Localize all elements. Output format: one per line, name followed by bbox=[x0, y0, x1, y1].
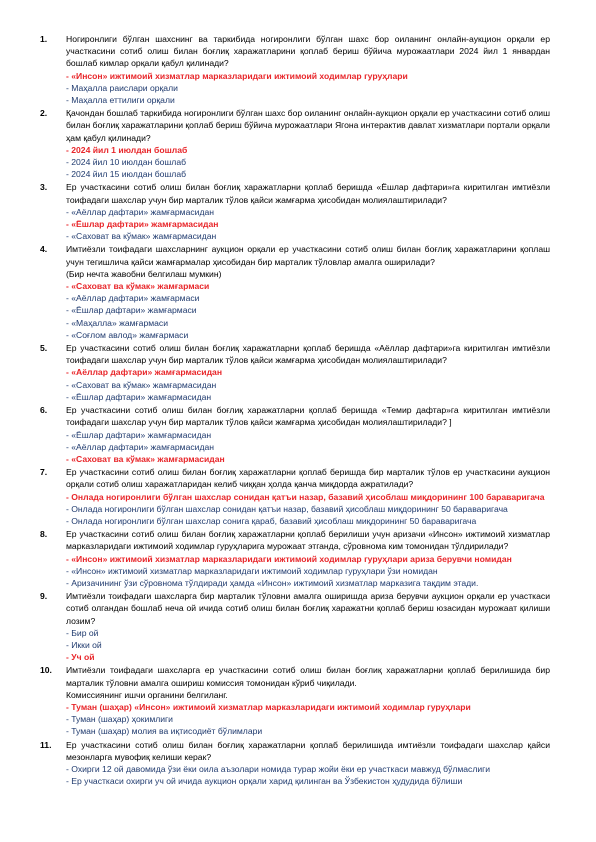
answer-option: - «Соғлом авлод» жамғармаси bbox=[66, 329, 189, 340]
question-item bbox=[40, 466, 550, 527]
question-item bbox=[40, 590, 550, 663]
answer-option: - Онлада ногиронлиги бўлган шахслар сонидан қатъи назар, базавий ҳисоблаш миқдорининг 50 бараваригача bbox=[66, 503, 508, 514]
answer-option: - «Аёллар дафтари» жамғармаси bbox=[66, 293, 200, 304]
question-text: Имтиёзли тоифадаги шахсларга ер участкасини сотиб олиш билан боғлиқ харажатларни қоплаб берилишида бир марталик тўловни амалга ошириш комиссия томонидан кўриб чиқилади. bbox=[66, 665, 550, 688]
answer-option: - 2024 йил 15 июлдан бошлаб bbox=[66, 169, 187, 180]
question-body bbox=[66, 181, 550, 242]
question-number: 2. bbox=[40, 108, 48, 119]
question-item bbox=[40, 181, 550, 242]
answer-option: - «Аёллар дафтари» жамғармасидан bbox=[66, 206, 215, 217]
question-number: 9. bbox=[40, 591, 48, 602]
question-note: Комиссиянинг ишчи органини белгиланг. bbox=[66, 689, 228, 700]
answer-option: - «Аёллар дафтари» жамғармасидан bbox=[66, 441, 215, 452]
question-number: 3. bbox=[40, 182, 48, 193]
question-item bbox=[40, 528, 550, 589]
question-item bbox=[40, 739, 550, 788]
answer-option: - Ер участкаси охирги уч ой ичида аукцион орқали харид қилинган ва Ўзбекистон ҳудудида бўлиши bbox=[66, 776, 463, 787]
question-text: Имтиёзли тоифадаги шахсларга бир марталик тўловни амалга оширишда ариза берувчи аукцион орқали ер участкаси сотиб олгандан бошлаб неча ой ичида сотиб олиш билан боғлиқ харажатни қоплаб бериш юзасидан мурожаат қилиши лозим? bbox=[66, 591, 550, 626]
answer-option: - Онлада ногиронлиги бўлган шахслар сонига қараб, базавий ҳисоблаш миқдорининг 50 бараваригача bbox=[66, 515, 477, 526]
question-number: 6. bbox=[40, 405, 48, 416]
question-number: 8. bbox=[40, 529, 48, 540]
answer-option: - 2024 йил 10 июлдан бошлаб bbox=[66, 157, 187, 168]
answer-option: - Маҳалла еттилиги орқали bbox=[66, 95, 175, 106]
answer-option: - «Ёшлар дафтари» жамғармасидан bbox=[66, 391, 212, 402]
answer-option: - Туман (шаҳар) молия ва иқтисодиёт бўлимлари bbox=[66, 726, 263, 737]
correct-answer-option: - 2024 йил 1 июлдан бошлаб bbox=[66, 144, 188, 155]
question-body bbox=[66, 664, 550, 737]
question-text: Ер участкасини сотиб олиш билан боғлиқ харажатларни қоплаб беришда «Аёллар дафтари»га киритилган имтиёзли тоифадаги шахслар учун бир марталик тўлов қайси жамғарма ҳисобидан молиялаштирилади? bbox=[66, 343, 550, 366]
question-item bbox=[40, 342, 550, 403]
question-number: 5. bbox=[40, 343, 48, 354]
correct-answer-option: - Онлада ногиронлиги бўлган шахслар сонидан қатъи назар, базавий ҳисоблаш миқдорининг 100 бараваригача bbox=[66, 491, 545, 502]
correct-answer-option: - «Инсон» ижтимоий хизматлар марказларидаги ижтимоий ходимлар гуруҳлари bbox=[66, 70, 408, 81]
question-body bbox=[66, 528, 550, 589]
answer-option: - Икки ой bbox=[66, 639, 102, 650]
question-body bbox=[66, 342, 550, 403]
answer-option: - Туман (шаҳар) ҳокимлиги bbox=[66, 714, 173, 725]
question-body bbox=[66, 466, 550, 527]
question-text: Ер участкасини сотиб олиш билан боғлиқ харажатларни қоплаб беришда «Темир дафтар»га киритилган имтиёзли тоифадаги шахслар учун бир марталик тўлов қайси жамғарма ҳисобидан молиялаштирилади? ] bbox=[66, 405, 550, 428]
question-text: Ер участкасини сотиб олиш билан боғлиқ харажатларни қоплаб беришда бир марталик тўлов ер участкасини аукцион орқали сотиб олиш харажатларидан келиб чиққан ҳолда қанча миқдорда ажратилади? bbox=[66, 467, 550, 490]
answer-option: - «Саховат ва кўмак» жамғармасидан bbox=[66, 379, 217, 390]
question-text: Имтиёзли тоифадаги шахсларнинг аукцион орқали ер участкасини сотиб олиш билан боғлиқ харажатларини қоплаш учун тегишлича қайси жамғармалар ҳисобидан бир марталик тўловлар амалга оширилади? bbox=[66, 244, 550, 267]
correct-answer-option: - «Саховат ва кўмак» жамғармаси bbox=[66, 281, 210, 292]
answer-option: - Бир ой bbox=[66, 627, 99, 638]
answer-option: - Охирги 12 ой давомида ўзи ёки оила аъзолари номида турар жойи ёки ер участкаси мавжуд бўлмаслиги bbox=[66, 763, 491, 774]
correct-answer-option: - «Ёшлар дафтари» жамғармасидан bbox=[66, 219, 219, 230]
question-body bbox=[66, 739, 550, 788]
question-number: 7. bbox=[40, 467, 48, 478]
question-item bbox=[40, 243, 550, 341]
question-body bbox=[66, 33, 550, 106]
question-text: Қачондан бошлаб таркибида ногиронлиги бўлган шахс бор оиланинг онлайн-аукцион орқали ер участкасини сотиб олиш билан боғлиқ харажатларини қоплаб бериш бўйича мурожаатлари Ягона интерактив давлат хизматлари портали орқали ҳам қабул қилинади? bbox=[66, 108, 550, 143]
question-number: 4. bbox=[40, 244, 48, 255]
question-item bbox=[40, 33, 550, 106]
answer-option: - «Ёшлар дафтари» жамғармасидан bbox=[66, 429, 212, 440]
question-note: (Бир нечта жавобни белгилаш мумкин) bbox=[66, 268, 222, 279]
question-number: 10. bbox=[40, 665, 52, 676]
question-number: 11. bbox=[40, 739, 52, 750]
answer-option: - «Ёшлар дафтари» жамғармаси bbox=[66, 305, 197, 316]
correct-answer-option: - «Саховат ва кўмак» жамғармасидан bbox=[66, 453, 225, 464]
correct-answer-option: - Уч ой bbox=[66, 652, 95, 663]
question-body bbox=[66, 404, 550, 465]
question-body bbox=[66, 590, 550, 663]
correct-answer-option: - «Аёллар дафтари» жамғармасидан bbox=[66, 367, 223, 378]
question-body bbox=[66, 243, 550, 341]
question-text: Ногиронлиги бўлган шахснинг ва таркибида ногиронлиги бўлган шахс бор оиланинг онлайн-аукцион орқали ер участкасини сотиб олиш билан боғлиқ харажатларини қоплаб бериш бўйича мурожаатлари 2024 йил 1 январдан бошлаб кимлар орқали қабул қилинади? bbox=[66, 34, 550, 69]
question-item bbox=[40, 664, 550, 737]
correct-answer-option: - Туман (шаҳар) «Инсон» ижтимоий хизматлар марказларидаги ижтимоий ходимлар гуруҳлари bbox=[66, 701, 471, 712]
question-item bbox=[40, 107, 550, 180]
answer-option: - Аризачининг ўзи сўровнома тўлдиради ҳамда «Инсон» ижтимоий хизматлар марказига тақдим этади. bbox=[66, 577, 479, 588]
question-text: Ер участкасини сотиб олиш билан боғлиқ харажатларни қоплаб берилишида имтиёзли тоифадаги шахслар қайси мезонларга мувофиқ келиши керак? bbox=[66, 739, 550, 762]
answer-option: - «Маҳалла» жамғармаси bbox=[66, 317, 169, 328]
correct-answer-option: - «Инсон» ижтимоий хизматлар марказларидаги ижтимоий ходимлар гуруҳлари ариза берувчи номидан bbox=[66, 553, 512, 564]
question-text: Ер участкасини сотиб олиш билан боғлиқ харажатларни қоплаб беришда «Ёшлар дафтари»га киритилган имтиёзли тоифадаги шахслар учун бир марталик тўлов қайси жамғарма ҳисобидан молиялаштирилади? bbox=[66, 182, 550, 205]
answer-option: - «Инсон» ижтимоий хизматлар марказларидаги ижтимоий ходимлар гуруҳлари ўзи номидан bbox=[66, 565, 438, 576]
question-text: Ер участкасини сотиб олиш билан боғлиқ харажатларни қоплаб берилиши учун аризачи «Инсон» ижтимоий хизматлар марказларидаги ижтимоий ходимлар гуруҳларига мурожаат этганда, сўровнома ким томонидан тўлдирилади? bbox=[66, 529, 550, 552]
answer-option: - «Саховат ва кўмак» жамғармасидан bbox=[66, 231, 217, 242]
question-body bbox=[66, 107, 550, 180]
answer-option: - Маҳалла раислари орқали bbox=[66, 82, 178, 93]
question-number: 1. bbox=[40, 34, 48, 44]
question-item bbox=[40, 404, 550, 465]
